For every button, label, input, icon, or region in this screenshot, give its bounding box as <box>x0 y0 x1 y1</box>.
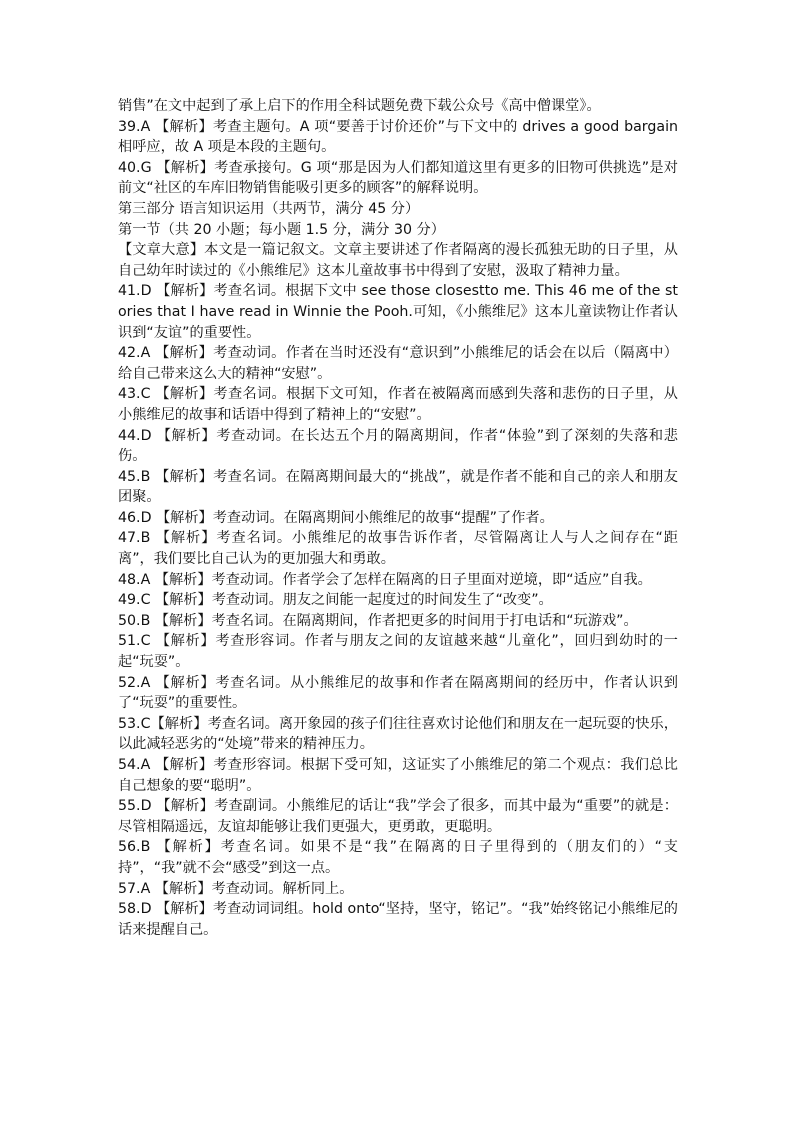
answer-39: 39.A 【解析】考查主题句。A 项“要善于讨价还价”与下文中的 drives a good bargain 相呼应，故 A 项是本段的主题句。 <box>118 118 678 156</box>
answer-46: 46.D 【解析】考查动词。在隔离期间小熊维尼的故事“提醒”了作者。 <box>118 509 554 526</box>
answer-43: 43.C 【解析】考查名词。根据下文可知，作者在被隔离而感到失落和悲伤的日子里，从小熊维尼的故事和话语中得到了精神上的“安慰”。 <box>118 386 678 423</box>
answer-57: 57.A 【解析】考查动词。解析同上。 <box>118 880 354 897</box>
answer-53: 53.C【解析】考查名词。离开象园的孩子们往往喜欢讨论他们和朋友在一起玩耍的快乐，以此减轻恶劣的“处境”带来的精神压力。 <box>118 715 678 753</box>
answer-58: 58.D 【解析】考查动词词组。hold onto“坚持，坚守，铭记”。“我”始终铭记小熊维尼的话来提醒自己。 <box>118 901 678 938</box>
answer-50: 50.B 【解析】考查名词。在隔离期间，作者把更多的时间用于打电话和“玩游戏”。 <box>118 612 638 629</box>
answer-54: 54.A 【解析】考查形容词。根据下受可知，这证实了小熊维尼的第二个观点：我们总比自己想象的要“聪明”。 <box>118 757 678 794</box>
document-body <box>118 96 678 940</box>
answer-44: 44.D 【解析】考查动词。在长达五个月的隔离期间，作者“体验”到了深刻的失落和悲伤。 <box>118 427 678 465</box>
answer-48: 48.A 【解析】考查动词。作者学会了怎样在隔离的日子里面对逆境，即“适应”自我。 <box>118 571 652 588</box>
answer-47: 47.B 【解析】考查名词。小熊维尼的故事告诉作者，尽管隔离让人与人之间存在“距离”，我们要比自己认为的更加强大和勇敢。 <box>118 530 678 568</box>
section-heading-part3: 第三部分 语言知识运用（共两节，满分 45 分） <box>118 200 420 217</box>
answer-49: 49.C 【解析】考查动词。朋友之间能一起度过的时间发生了“改变”。 <box>118 592 553 609</box>
answer-56: 56.B 【解析】考查名词。如果不是“我”在隔离的日子里得到的（朋友们的）“支持”，“我”就不会“感受”到这一点。 <box>118 839 678 876</box>
answer-45: 45.B 【解析】考查名词。在隔离期间最大的“挑战”，就是作者不能和自己的亲人和朋友团聚。 <box>118 468 678 506</box>
answer-42: 42.A 【解析】考查动词。作者在当时还没有“意识到”小熊维尼的话会在以后（隔离中）给自己带来这么大的精神“安慰”。 <box>118 345 678 382</box>
paragraph-continuation: 销售”在文中起到了承上启下的作用全科试题免费下载公众号《高中僧课堂》。 <box>118 98 601 114</box>
answer-55: 55.D 【解析】考查副词。小熊维尼的话让“我”学会了很多，而其中最为“重要”的就是：尽管相隔遥远，友谊却能够让我们更强大，更勇敢，更聪明。 <box>118 798 678 835</box>
answer-41: 41.D 【解析】考查名词。根据下文中 see those closestto me. This 46 me of the stories that I have read in Winnie the Pooh.可知，《小熊维尼》这本儿童读物让作者认识到“友谊”的重要性。 <box>118 283 678 341</box>
article-summary: 【文章大意】本文是一篇记叙文。文章主要讲述了作者隔离的漫长孤独无助的日子里，从自己幼年时读过的《小熊维尼》这本儿童故事书中得到了安慰，汲取了精神力量。 <box>118 242 678 279</box>
answer-40: 40.G 【解析】考查承接句。G 项“那是因为人们都知道这里有更多的旧物可供挑选”是对前文“社区的车库旧物销售能吸引更多的顾客”的解释说明。 <box>118 159 678 197</box>
section-heading-part1: 第一节（共 20 小题；每小题 1.5 分，满分 30 分） <box>118 221 445 238</box>
answer-52: 52.A 【解析】考查名词。从小熊维尼的故事和作者在隔离期间的经历中，作者认识到了“玩耍”的重要性。 <box>118 674 678 712</box>
answer-51: 51.C 【解析】考查形容词。作者与朋友之间的友谊越来越“儿童化”，回归到幼时的一起“玩耍”。 <box>118 633 678 671</box>
